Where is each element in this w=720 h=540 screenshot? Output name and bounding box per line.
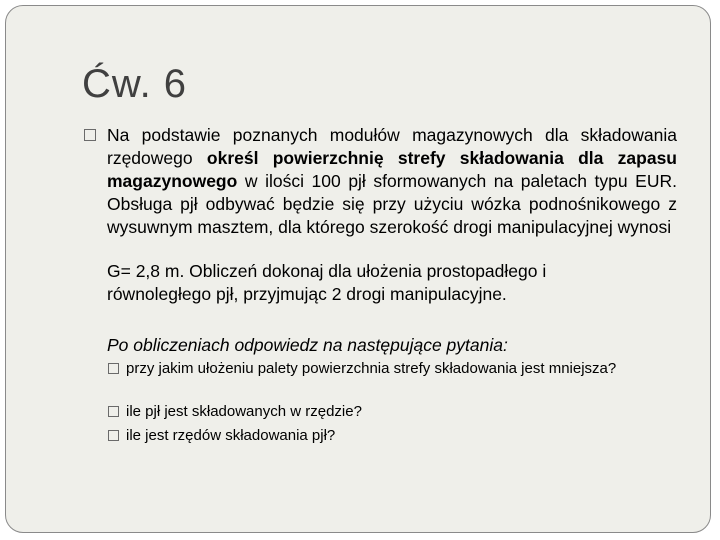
task-text-start: Na podstawie poznanych modułów magazynowych dla składowania rzędowego <box>107 125 677 168</box>
question-item: ile jest rzędów składowania pjł? <box>126 427 336 444</box>
checkbox-bullet-icon <box>108 363 119 374</box>
task-paragraph <box>107 124 677 239</box>
question-item: przy jakim ułożeniu palety powierzchnia strefy składowania jest mniejsza? <box>126 360 617 377</box>
task-paragraph-2: G= 2,8 m. Obliczeń dokonaj dla ułożenia prostopadłego i równoległego pjł, przyjmując 2 drogi manipulacyjne. <box>107 261 547 304</box>
checkbox-bullet-icon <box>108 406 119 417</box>
question-item: ile pjł jest składowanych w rzędzie? <box>126 403 362 420</box>
slide-title: Ćw. 6 <box>82 62 188 106</box>
questions-heading: Po obliczeniach odpowiedz na następujące pytania: <box>107 335 508 355</box>
checkbox-bullet-icon <box>108 430 119 441</box>
slide <box>5 5 711 533</box>
task-text-bold: określ powierzchnię strefy składowania dla zapasu magazynowego <box>107 148 677 191</box>
checkbox-bullet-icon <box>84 129 96 141</box>
task-text-end: w ilości 100 pjł sformowanych na paletach typu EUR. Obsługa pjł odbywać będzie się przy użyciu wózka podnośnikowego z wysuwnym masztem, dla którego szerokość drogi manipulacyjnej wynosi <box>107 171 677 237</box>
